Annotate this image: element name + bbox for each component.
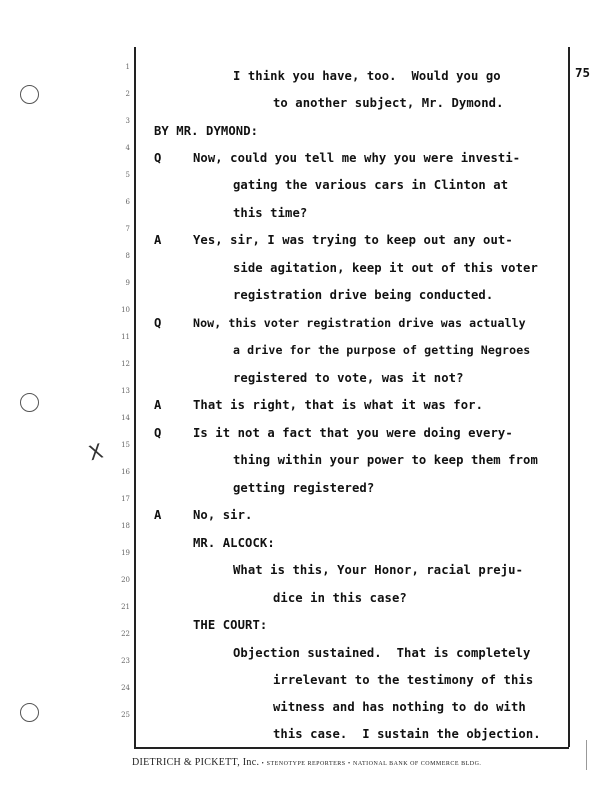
line-number: 5 — [125, 171, 130, 179]
line-number: 6 — [125, 198, 130, 206]
transcript-line: getting registered? — [233, 481, 375, 495]
line-number: 11 — [121, 333, 130, 341]
qa-label: A — [154, 508, 162, 522]
transcript-line: this time? — [233, 206, 308, 220]
footer-separator: • — [261, 761, 265, 767]
transcript-line: dice in this case? — [273, 591, 407, 605]
line-number: 8 — [125, 252, 130, 260]
bottom-rule — [134, 747, 569, 749]
line-number: 24 — [121, 684, 130, 692]
transcript-line: BY MR. DYMOND: — [154, 124, 259, 138]
transcript-line: Yes, sir, I was trying to keep out any out- — [193, 233, 513, 247]
transcript-line: MR. ALCOCK: — [193, 536, 275, 550]
line-number: 12 — [121, 360, 130, 368]
line-number: 14 — [121, 414, 130, 422]
footer-firm: DIETRICH & PICKETT, Inc. — [132, 757, 260, 768]
right-margin-line — [568, 47, 570, 747]
transcript-line: registered to vote, was it not? — [233, 371, 464, 385]
line-number: 17 — [121, 495, 130, 503]
line-number: 16 — [121, 468, 130, 476]
line-number: 13 — [121, 387, 130, 395]
transcript-line: gating the various cars in Clinton at — [233, 178, 509, 192]
transcript-line: Is it not a fact that you were doing every- — [193, 426, 513, 440]
line-number: 9 — [125, 279, 130, 287]
transcript-line: No, sir. — [193, 508, 253, 522]
line-number: 7 — [125, 225, 130, 233]
left-margin-line — [134, 47, 136, 747]
line-number: 23 — [121, 657, 130, 665]
transcript-line: Objection sustained. That is completely — [233, 646, 531, 660]
footer-address: NATIONAL BANK OF COMMERCE BLDG. — [352, 761, 482, 767]
line-number: 18 — [121, 522, 130, 530]
line-number: 21 — [121, 603, 130, 611]
line-number: 22 — [121, 630, 130, 638]
qa-label: Q — [154, 426, 162, 440]
line-number: 19 — [121, 549, 130, 557]
line-number: 3 — [125, 117, 130, 125]
footer-service: STENOTYPE REPORTERS — [266, 761, 346, 767]
binder-hole-middle — [20, 393, 39, 412]
transcript-line: Now, this voter registration drive was actually — [193, 316, 526, 330]
transcript-line: a drive for the purpose of getting Negroes — [233, 343, 531, 357]
binder-hole-top — [20, 85, 39, 104]
edge-mark — [586, 740, 587, 770]
qa-label: Q — [154, 151, 162, 165]
transcript-line: I think you have, too. Would you go — [233, 69, 501, 83]
line-number: 15 — [121, 441, 130, 449]
transcript-line: thing within your power to keep them from — [233, 453, 538, 467]
transcript-line: to another subject, Mr. Dymond. — [273, 96, 504, 110]
line-number: 20 — [121, 576, 130, 584]
transcript-line: That is right, that is what it was for. — [193, 398, 484, 412]
line-number: 2 — [125, 90, 130, 98]
line-number: 1 — [125, 63, 130, 71]
page-number: 75 — [575, 65, 591, 80]
qa-label: Q — [154, 316, 162, 330]
margin-x-mark: X — [86, 438, 106, 466]
qa-label: A — [154, 398, 162, 412]
transcript-line: irrelevant to the testimony of this — [273, 673, 534, 687]
transcript-line: THE COURT: — [193, 618, 268, 632]
reporter-footer — [132, 757, 572, 768]
line-number: 25 — [121, 711, 130, 719]
transcript-line: registration drive being conducted. — [233, 288, 494, 302]
line-number: 10 — [121, 306, 130, 314]
transcript-line: witness and has nothing to do with — [273, 700, 526, 714]
line-number: 4 — [125, 144, 130, 152]
binder-hole-bottom — [20, 703, 39, 722]
transcript-line: What is this, Your Honor, racial preju- — [233, 563, 524, 577]
transcript-line: this case. I sustain the objection. — [273, 727, 541, 741]
transcript-line: side agitation, keep it out of this voter — [233, 261, 538, 275]
footer-separator: • — [348, 761, 351, 767]
qa-label: A — [154, 233, 162, 247]
transcript-line: Now, could you tell me why you were investi- — [193, 151, 521, 165]
